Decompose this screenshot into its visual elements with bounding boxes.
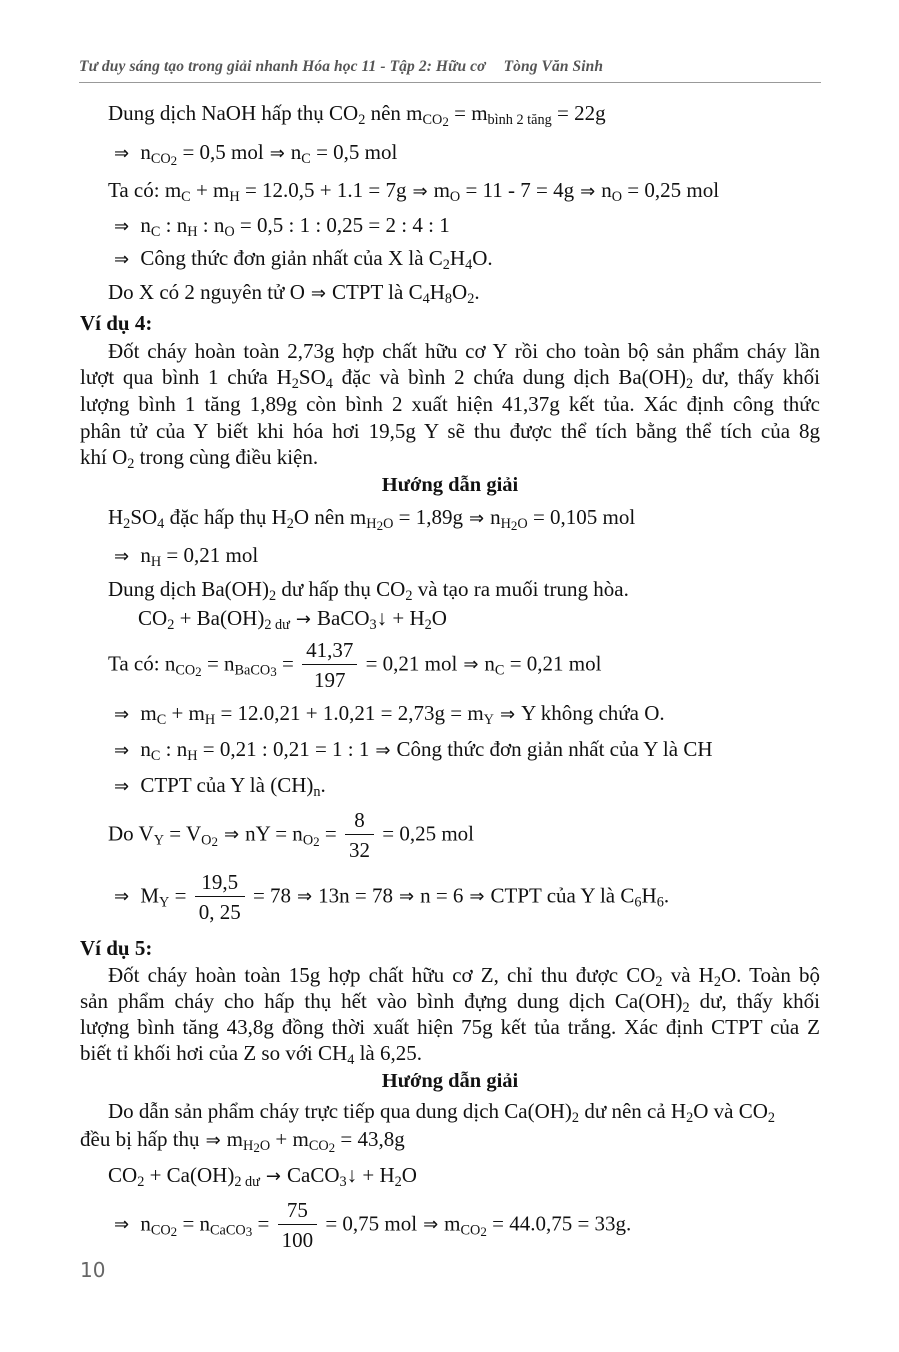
arrow-right-icon: → — [265, 1166, 281, 1187]
ex4-problem-5: khí $O_2$ trong cùng điều kiện. — [80, 445, 319, 472]
implies-icon: ⇒ — [468, 508, 485, 529]
implies-icon: ⇒ — [223, 824, 240, 846]
implies-icon: ⇒ — [114, 886, 130, 908]
implies-icon: ⇒ — [297, 886, 313, 908]
ex3-line-6: Do X có 2 nguyên tử O ⇒ CTPT là $C_4H_8O_2$. — [108, 280, 480, 307]
implies-icon: ⇒ — [469, 886, 485, 908]
header-rule — [79, 82, 821, 83]
implies-icon: ⇒ — [412, 181, 428, 202]
ex4-step-1: $H_2SO_4$ đặc hấp thụ $H_2O$ nên $m_{H2O} = 1,89g$ ⇒ $n_{H2O} = 0,105$ mol — [108, 505, 636, 533]
ex4-problem-2: lượt qua bình 1 chứa $H_2SO_4$ đặc và bình 2 chứa dung dịch $Ba(OH)_2$ dư, thấy khối — [80, 365, 821, 392]
ex5-reaction: $CO_2 + Ca(OH)_{2 dư}$ → CaCO$_3$↓ + $H_2O$ — [108, 1163, 417, 1190]
implies-icon: ⇒ — [463, 654, 479, 676]
implies-icon: ⇒ — [114, 704, 130, 725]
book-author: Tòng Văn Sinh — [503, 58, 604, 75]
implies-icon: ⇒ — [114, 216, 130, 237]
ex5-problem-4: biết tỉ khối hơi của Z so với $CH_4$ là 6,25. — [80, 1041, 422, 1068]
ex4-guide-heading: Hướng dẫn giải — [381, 474, 519, 496]
ex4-step-7: ⇒ $n_C$ : $n_H = 0,21$ : 0,21 = 1 : 1 ⇒ Công thức đơn giản nhất của Y là CH — [114, 737, 713, 764]
ex5-problem-1: Đốt cháy hoàn toàn 15g hợp chất hữu cơ Z, chỉ thu được $CO_2$ và $H_2O$. Toàn bộ — [108, 963, 820, 990]
implies-icon: ⇒ — [205, 1130, 221, 1151]
implies-icon: ⇒ — [398, 886, 415, 908]
ex4-step-9: Do $V_Y = V_{O2}$ ⇒ nY = $n_{O2}$ = $\frac{8}{32}$ = 0,25 mol — [108, 806, 474, 865]
ex5-step-2: đều bị hấp thụ ⇒ $m_{H2O} + m_{CO2} = 43,8g$ — [80, 1127, 405, 1155]
ex4-reaction: $CO_2 + Ba(OH)_{2 dư}$ → BaCO$_3$↓ + $H_2O$ — [138, 606, 447, 633]
ex3-line-4: ⇒ $n_C$ : $n_H$ : $n_O = 0,5$ : 1 : 0,25 = 2 : 4 : 1 — [114, 213, 450, 240]
implies-icon: ⇒ — [114, 1214, 130, 1236]
fraction: $\frac{75}{100}$ — [278, 1196, 318, 1255]
implies-icon: ⇒ — [114, 740, 130, 761]
ex4-step-3: Dung dịch $Ba(OH)_2$ dư hấp thụ $CO_2$ và tạo ra muối trung hòa. — [108, 577, 629, 604]
implies-icon: ⇒ — [114, 249, 130, 270]
ex5-problem-2: sản phẩm cháy cho hấp thụ hết vào bình đựng dung dịch $Ca(OH)_2$ dư, thấy khối — [80, 989, 821, 1016]
ex3-line-5: ⇒ Công thức đơn giản nhất của X là $C_2H_4O$. — [114, 246, 493, 273]
fraction: $\frac{41,37}{197}$ — [302, 636, 357, 695]
example-5-title: Ví dụ 5: — [80, 936, 153, 960]
ex5-problem-3: lượng bình tăng 43,8g đồng thời xuất hiện 75g kết tủa trắng. Xác định CTPT của Z — [80, 1015, 820, 1039]
ex5-step-4: ⇒ $n_{CO2} = n_{CaCO3}$ = $\frac{75}{100}$ = 0,75 mol ⇒ $m_{CO2} = 44.0,75 = 33g$. — [108, 1196, 631, 1255]
implies-icon: ⇒ — [499, 704, 516, 725]
ex3-line-3: Ta có: $m_C + m_H = 12.0,5 + 1.1 = 7g$ ⇒ $m_O = 11 - 7 = 4g$ ⇒ $n_O = 0,25$ mol — [108, 178, 720, 205]
ex4-problem-1: Đốt cháy hoàn toàn 2,73g hợp chất hữu cơ Y rồi cho toàn bộ sản phẩm cháy lần — [108, 339, 820, 363]
arrow-right-icon: → — [295, 609, 311, 630]
implies-icon: ⇒ — [114, 776, 130, 797]
ex4-problem-4: phân tử của Y biết khi hóa hơi 19,5g Y sẽ thu được thể tích bằng thể tích của 8g — [80, 419, 820, 443]
implies-icon: ⇒ — [114, 143, 130, 164]
ex3-line-1: Dung dịch NaOH hấp thụ $CO_2$ nên $m_{CO2} = m_{bình 2 tăng} = 22g$ — [108, 101, 606, 129]
implies-icon: ⇒ — [269, 143, 285, 164]
ex5-guide-heading: Hướng dẫn giải — [381, 1070, 519, 1092]
ex3-line-2: ⇒ $n_{CO2} = 0,5$ mol ⇒ $n_C = 0,5$ mol — [114, 140, 398, 168]
ex4-step-5: Ta có: $n_{CO2} = n_{BaCO3}$ = $\frac{41,37}{197}$ = 0,21 mol ⇒ $n_C = 0,21$ mol — [108, 636, 601, 695]
implies-icon: ⇒ — [310, 283, 326, 304]
ex4-problem-3: lượng bình 1 tăng 1,89g còn bình 2 xuất hiện 41,37g kết tủa. Xác định công thức — [80, 392, 820, 416]
fraction: $\frac{19,5}{0, 25}$ — [195, 868, 245, 927]
ex4-step-2: ⇒ $n_H = 0,21$ mol — [114, 543, 259, 570]
running-header — [79, 58, 821, 76]
implies-icon: ⇒ — [375, 740, 391, 761]
fraction: $\frac{8}{32}$ — [345, 806, 374, 865]
ex4-step-6: ⇒ $m_C + m_H = 12.0,21 + 1.0,21 = 2,73g = m_Y$ ⇒ Y không chứa O. — [114, 701, 665, 728]
implies-icon: ⇒ — [580, 181, 596, 202]
page-number: 10 — [80, 1258, 106, 1282]
ex4-step-8: ⇒ CTPT của Y là $(CH)_n$. — [114, 773, 326, 800]
ex4-step-10: ⇒ $M_Y$ = $\frac{19,5}{0, 25}$ = 78 ⇒ 13n = 78 ⇒ n = 6 ⇒ CTPT của Y là $C_6H_6$. — [108, 868, 669, 927]
book-title: Tư duy sáng tạo trong giải nhanh Hóa học 11 - Tập 2: Hữu cơ — [79, 58, 486, 75]
example-4-title: Ví dụ 4: — [80, 311, 153, 335]
ex5-step-1: Do dẫn sản phẩm cháy trực tiếp qua dung dịch $Ca(OH)_2$ dư nên cả $H_2O$ và $CO_2$ — [108, 1099, 776, 1126]
implies-icon: ⇒ — [114, 546, 130, 567]
implies-icon: ⇒ — [423, 1214, 439, 1236]
